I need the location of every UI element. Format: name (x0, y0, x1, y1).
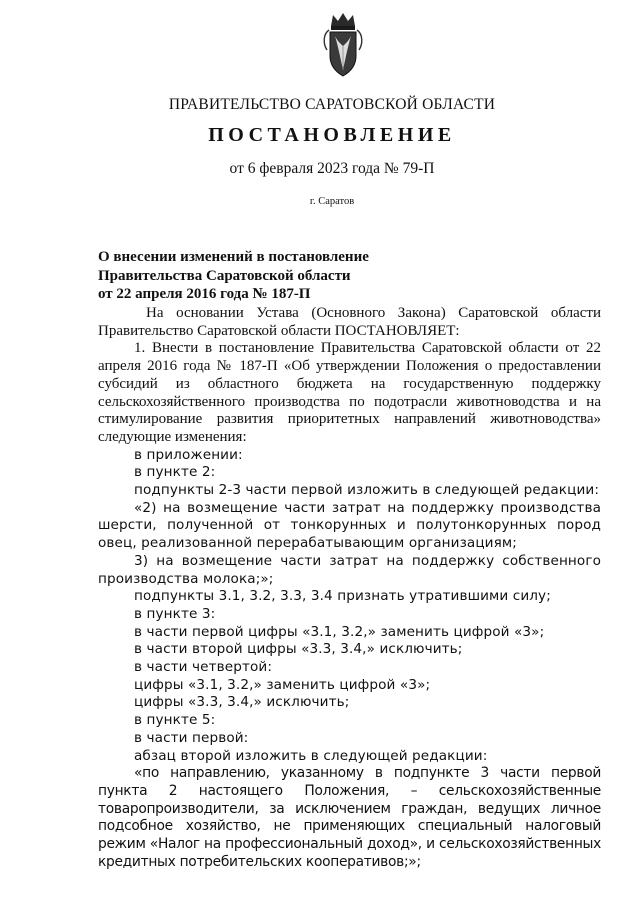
authority-name: ПРАВИТЕЛЬСТВО САРАТОВСКОЙ ОБЛАСТИ (168, 96, 496, 113)
document-subject (98, 248, 418, 304)
subject-line: Правительства Саратовской области (98, 267, 351, 284)
body-paragraph: «по направлению, указанному в подпункте 3 части первой пункта 2 настоящего Положения, – сельскохозяйственные товаропроизводители, за исключением граждан, ведущих личное подсобное хозяйство, не применяющих специальный налоговый режим «Налог на профессиональный доход», и сельскохозяйственных кредитных потребительских кооперативов;»; (98, 765, 601, 870)
body-paragraph: в части первой цифры «3.1, 3.2,» заменить цифрой «3»; (134, 623, 545, 640)
body-paragraph: в части второй цифры «3.3, 3.4,» исключить; (134, 641, 463, 658)
body-paragraph: цифры «3.1, 3.2,» заменить цифрой «3»; (134, 676, 431, 693)
subject-line: О внесении изменений в постановление (98, 249, 369, 265)
document-type: ПОСТАНОВЛЕНИЕ (208, 124, 456, 146)
body-paragraph: абзац второй изложить в следующей редакции: (134, 747, 488, 764)
body-paragraph: На основании Устава (Основного Закона) Саратовской области Правительство Саратовской области ПОСТАНОВЛЯЕТ: (98, 305, 601, 339)
body-paragraph: в пункте 2: (134, 464, 216, 481)
document-body (98, 305, 601, 872)
coat-of-arms-emblem (317, 12, 369, 82)
body-paragraph: в части четвертой: (134, 659, 273, 676)
body-paragraph: подпункты 2-3 части первой изложить в следующей редакции: (134, 482, 600, 499)
document-date-number: от 6 февраля 2023 года № 79-П (229, 160, 435, 177)
document-city: г. Саратов (309, 196, 355, 207)
body-paragraph: 1. Внести в постановление Правительства Саратовской области от 22 апреля 2016 года № 187-П «Об утверждении Положения о предоставлении субсидий из областного бюджета на государственную поддержку сельскохозяйственного производства по подотрасли животноводства и на стимулирование развития приоритетных направлений животноводства» следующие изменения: (98, 340, 601, 445)
body-paragraph: в части первой: (134, 729, 249, 746)
body-paragraph: в приложении: (134, 446, 243, 463)
body-paragraph: подпункты 3.1, 3.2, 3.3, 3.4 признать утратившими силу; (134, 588, 551, 605)
body-paragraph: цифры «3.3, 3.4,» исключить; (134, 694, 350, 711)
body-paragraph: «2) на возмещение части затрат на поддержку производства шерсти, полученной от тонкорунных и полутонкорунных пород овец, реализованной перерабатывающим организациям; (98, 499, 601, 552)
body-paragraph: 3) на возмещение части затрат на поддержку собственного производства молока;»; (98, 552, 601, 587)
subject-line: от 22 апреля 2016 года № 187-П (98, 286, 311, 302)
body-paragraph: в пункте 5: (134, 712, 216, 729)
coat-of-arms-icon (317, 12, 369, 82)
body-paragraph: в пункте 3: (134, 605, 216, 622)
